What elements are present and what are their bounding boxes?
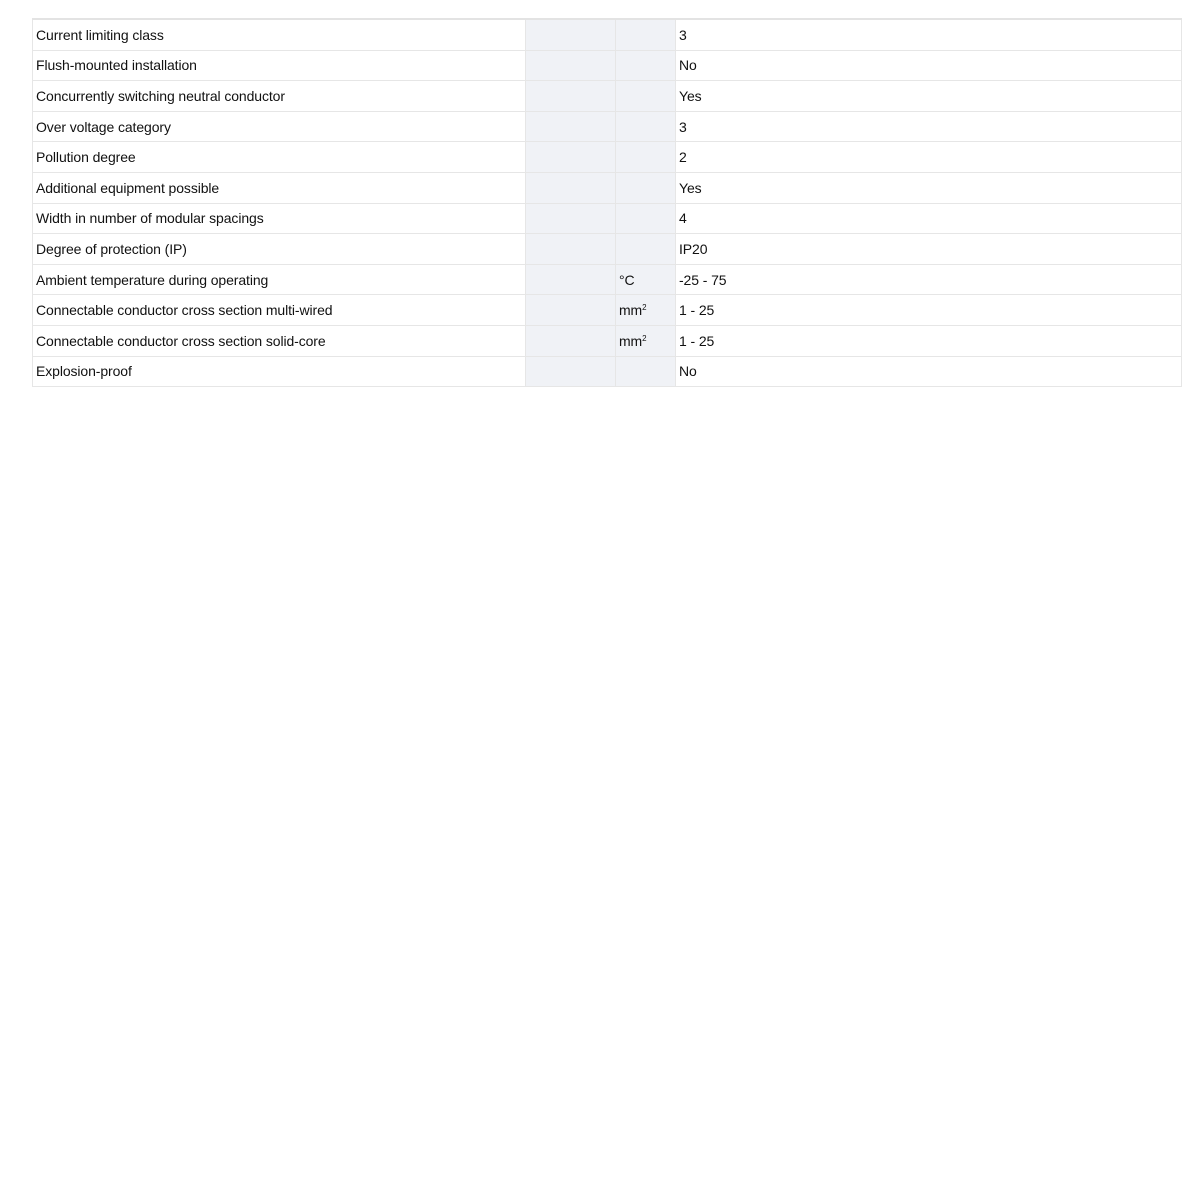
property-value: IP20	[676, 234, 1182, 265]
unit-cell	[616, 50, 676, 81]
property-value: No	[676, 50, 1182, 81]
unit-cell	[616, 19, 676, 50]
property-name: Degree of protection (IP)	[33, 234, 526, 265]
unit-cell	[616, 111, 676, 142]
table-row	[33, 325, 1182, 356]
unit-cell	[616, 325, 676, 356]
table-row	[33, 234, 1182, 265]
property-name: Connectable conductor cross section solid-core	[33, 325, 526, 356]
empty-cell	[526, 325, 616, 356]
property-value: 4	[676, 203, 1182, 234]
property-value: 1 - 25	[676, 325, 1182, 356]
empty-cell	[526, 111, 616, 142]
empty-cell	[526, 81, 616, 112]
unit-cell	[616, 203, 676, 234]
empty-cell	[526, 234, 616, 265]
empty-cell	[526, 295, 616, 326]
spec-table-body	[33, 19, 1182, 387]
table-row	[33, 203, 1182, 234]
property-name: Explosion-proof	[33, 356, 526, 387]
unit-text: mm	[619, 302, 643, 319]
property-name: Additional equipment possible	[33, 172, 526, 203]
empty-cell	[526, 19, 616, 50]
property-name: Connectable conductor cross section multi-wired	[33, 295, 526, 326]
property-value: Yes	[676, 172, 1182, 203]
table-row	[33, 172, 1182, 203]
table-row	[33, 295, 1182, 326]
table-row	[33, 50, 1182, 81]
property-name: Width in number of modular spacings	[33, 203, 526, 234]
unit-text: mm	[619, 332, 643, 349]
empty-cell	[526, 142, 616, 173]
table-row	[33, 142, 1182, 173]
property-name: Flush-mounted installation	[33, 50, 526, 81]
spec-table	[32, 18, 1182, 387]
property-value: 3	[676, 19, 1182, 50]
empty-cell	[526, 264, 616, 295]
property-value: -25 - 75	[676, 264, 1182, 295]
table-row	[33, 356, 1182, 387]
unit-cell	[616, 234, 676, 265]
property-name: Current limiting class	[33, 19, 526, 50]
unit-cell	[616, 172, 676, 203]
empty-cell	[526, 172, 616, 203]
property-name: Pollution degree	[33, 142, 526, 173]
table-row	[33, 19, 1182, 50]
property-value: 1 - 25	[676, 295, 1182, 326]
unit-cell	[616, 81, 676, 112]
table-row	[33, 111, 1182, 142]
unit-cell	[616, 295, 676, 326]
property-value: No	[676, 356, 1182, 387]
property-name: Concurrently switching neutral conductor	[33, 81, 526, 112]
empty-cell	[526, 203, 616, 234]
property-name: Over voltage category	[33, 111, 526, 142]
unit-cell	[616, 264, 676, 295]
property-value: 2	[676, 142, 1182, 173]
unit-superscript: 2	[642, 333, 647, 343]
unit-superscript: 2	[642, 303, 647, 313]
unit-cell	[616, 356, 676, 387]
unit-cell	[616, 142, 676, 173]
empty-cell	[526, 356, 616, 387]
table-row	[33, 264, 1182, 295]
property-name: Ambient temperature during operating	[33, 264, 526, 295]
property-value: 3	[676, 111, 1182, 142]
table-row	[33, 81, 1182, 112]
property-value: Yes	[676, 81, 1182, 112]
empty-cell	[526, 50, 616, 81]
unit-text: °C	[619, 271, 635, 288]
